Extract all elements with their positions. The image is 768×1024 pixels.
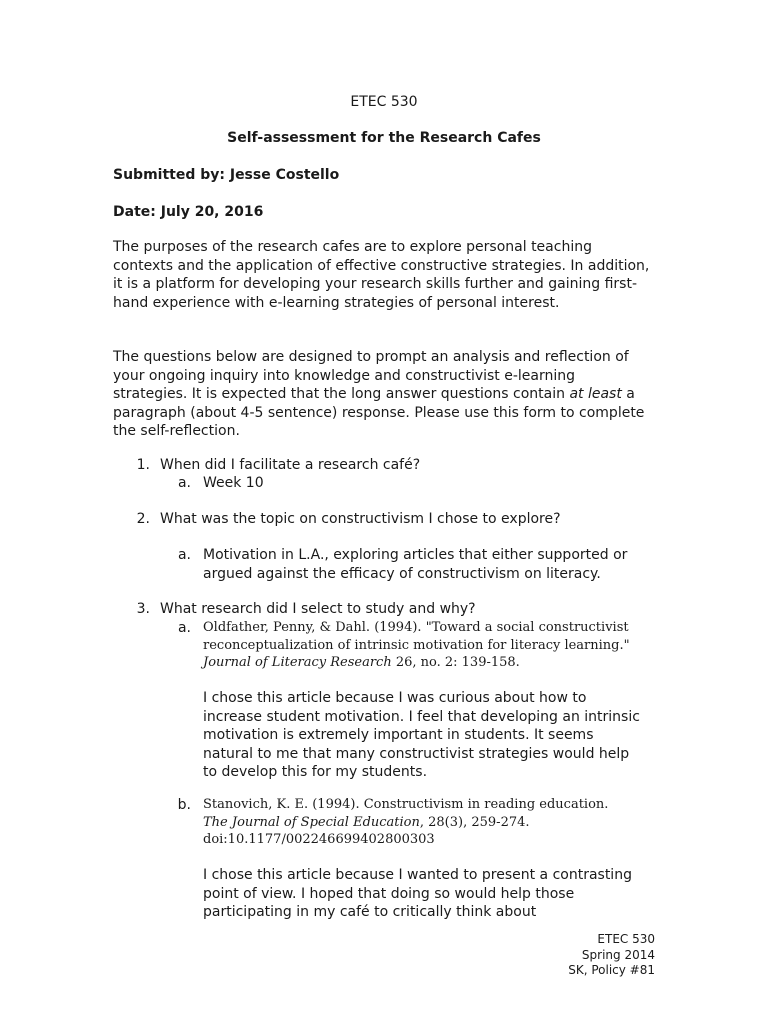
question-2-text: What was the topic on constructivism I chose to explore? xyxy=(160,511,561,527)
answer-1a-text: Week 10 xyxy=(203,475,264,491)
citation-3b xyxy=(203,796,633,849)
question-2 xyxy=(0,510,768,530)
footer-course: ETEC 530 xyxy=(597,932,655,946)
intro-paragraph-2-part-2: a paragraph (about 4-5 sentence) response. Please use this form to complete the self-reflection. xyxy=(113,386,645,439)
question-1 xyxy=(0,456,768,476)
answer-1a-letter: a. xyxy=(177,475,191,491)
reason-3b: I chose this article because I wanted to present a contrasting point of view. I hoped that doing so would help those participating in my café to critically think about xyxy=(203,867,632,920)
citation-3b-part-2: , 28(3), 259-274. doi:10.1177/002246699402800303 xyxy=(203,814,530,847)
question-3-number: 3. xyxy=(136,601,150,617)
document-date: Date: July 20, 2016 xyxy=(113,204,264,220)
intro-paragraph-1: The purposes of the research cafes are to explore personal teaching contexts and the application of effective constructive strategies. In addition, it is a platform for developing your research skills further and gaining first-hand experience with e-learning strategies of personal interest. xyxy=(113,239,650,311)
citation-3b-part-1: Stanovich, K. E. (1994). Constructivism in reading education. xyxy=(203,797,609,812)
question-3 xyxy=(0,600,768,620)
footer-term: Spring 2014 xyxy=(581,947,655,962)
answer-2a xyxy=(0,546,768,586)
question-3-text: What research did I select to study and why? xyxy=(160,601,476,617)
question-1-number: 1. xyxy=(136,457,150,473)
citation-3a-part-2: 26, no. 2: 139-158. xyxy=(391,655,520,670)
submitted-by: Submitted by: Jesse Costello xyxy=(113,167,340,183)
answer-3a-letter: a. xyxy=(177,620,191,636)
answer-1a xyxy=(0,474,768,494)
citation-3a xyxy=(203,619,633,672)
citation-3a-journal: Journal of Literacy Research xyxy=(203,655,392,670)
intro-paragraph-2-emphasis: at least xyxy=(569,386,622,402)
citation-3b-journal: The Journal of Special Education xyxy=(203,814,420,830)
course-code: ETEC 530 xyxy=(350,94,418,110)
answer-2a-text: Motivation in L.A., exploring articles that either supported or argued against the efficacy of constructivism on literacy. xyxy=(203,547,628,582)
intro-paragraph-2-part-1: The questions below are designed to prompt an analysis and reflection of your ongoing inquiry into knowledge and constructivist e-learning strategies. It is expected that the long answer questions contain xyxy=(113,349,629,402)
footer-policy: SK, Policy #81 xyxy=(568,963,655,977)
question-2-number: 2. xyxy=(136,511,150,527)
document-title: Self-assessment for the Research Cafes xyxy=(227,130,541,146)
footer xyxy=(568,932,655,979)
intro-paragraph-2 xyxy=(113,348,653,441)
answer-2a-letter: a. xyxy=(177,547,191,563)
citation-3a-part-1: Oldfather, Penny, & Dahl. (1994). "Toward a social constructivist reconceptualization of intrinsic motivation for literacy learning." xyxy=(203,620,630,653)
reason-3a: I chose this article because I was curious about how to increase student motivation. I feel that developing an intrinsic motivation is extremely important in students. It seems natural to me that many constructivist strategies would help to develop this for my students. xyxy=(203,690,640,780)
question-1-text: When did I facilitate a research café? xyxy=(160,457,421,473)
answer-3b-letter: b. xyxy=(177,797,191,813)
